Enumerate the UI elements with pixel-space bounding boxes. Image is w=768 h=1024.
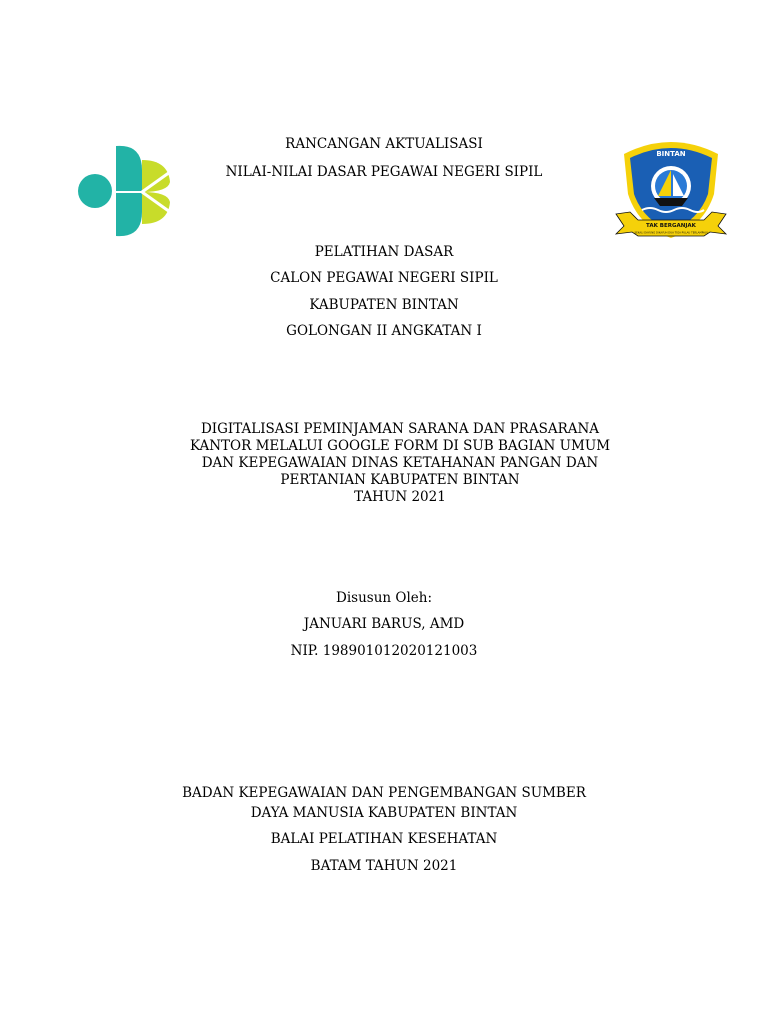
title-line: DAN KEPEGAWAIAN DINAS KETAHANAN PANGAN DAN [201,455,599,471]
institution-line-1: BADAN KEPEGAWAIAN DAN PENGEMBANGAN SUMBER [182,785,586,801]
author-label: Disusun Oleh: [336,590,432,606]
emblem-motto-sub: SEKALI DAYUNG DIKAYUH DUA TIGA PULAU TERLAMPAUI [634,231,708,235]
emblem-motto: TAK BERGANJAK [646,223,696,229]
kemenkes-logo-icon [76,142,174,240]
title-line: KANTOR MELALUI GOOGLE FORM DI SUB BAGIAN UMUM [189,438,611,454]
institution-line-3: BALAI PELATIHAN KESEHATAN [270,831,498,847]
title-line: TAHUN 2021 [354,489,446,505]
training-line-3: KABUPATEN BINTAN [309,297,459,313]
training-line-1: PELATIHAN DASAR [314,244,454,260]
title-line: DIGITALISASI PEMINJAMAN SARANA DAN PRASARANA [200,421,600,437]
header-line-2: NILAI-NILAI DASAR PEGAWAI NEGERI SIPIL [225,164,543,180]
author-name: JANUARI BARUS, AMD [303,616,465,632]
institution-line-4: BATAM TAHUN 2021 [310,858,458,874]
document-title [150,421,650,506]
emblem-top-text: BINTAN [656,150,686,158]
training-line-2: CALON PEGAWAI NEGERI SIPIL [270,270,498,286]
author-nip: NIP. 198901012020121003 [290,643,478,659]
institution-line-2: DAYA MANUSIA KABUPATEN BINTAN [250,805,518,821]
title-line: PERTANIAN KABUPATEN BINTAN [280,472,520,488]
header-line-1: RANCANGAN AKTUALISASI [285,136,483,152]
training-line-4: GOLONGAN II ANGKATAN I [286,323,482,339]
